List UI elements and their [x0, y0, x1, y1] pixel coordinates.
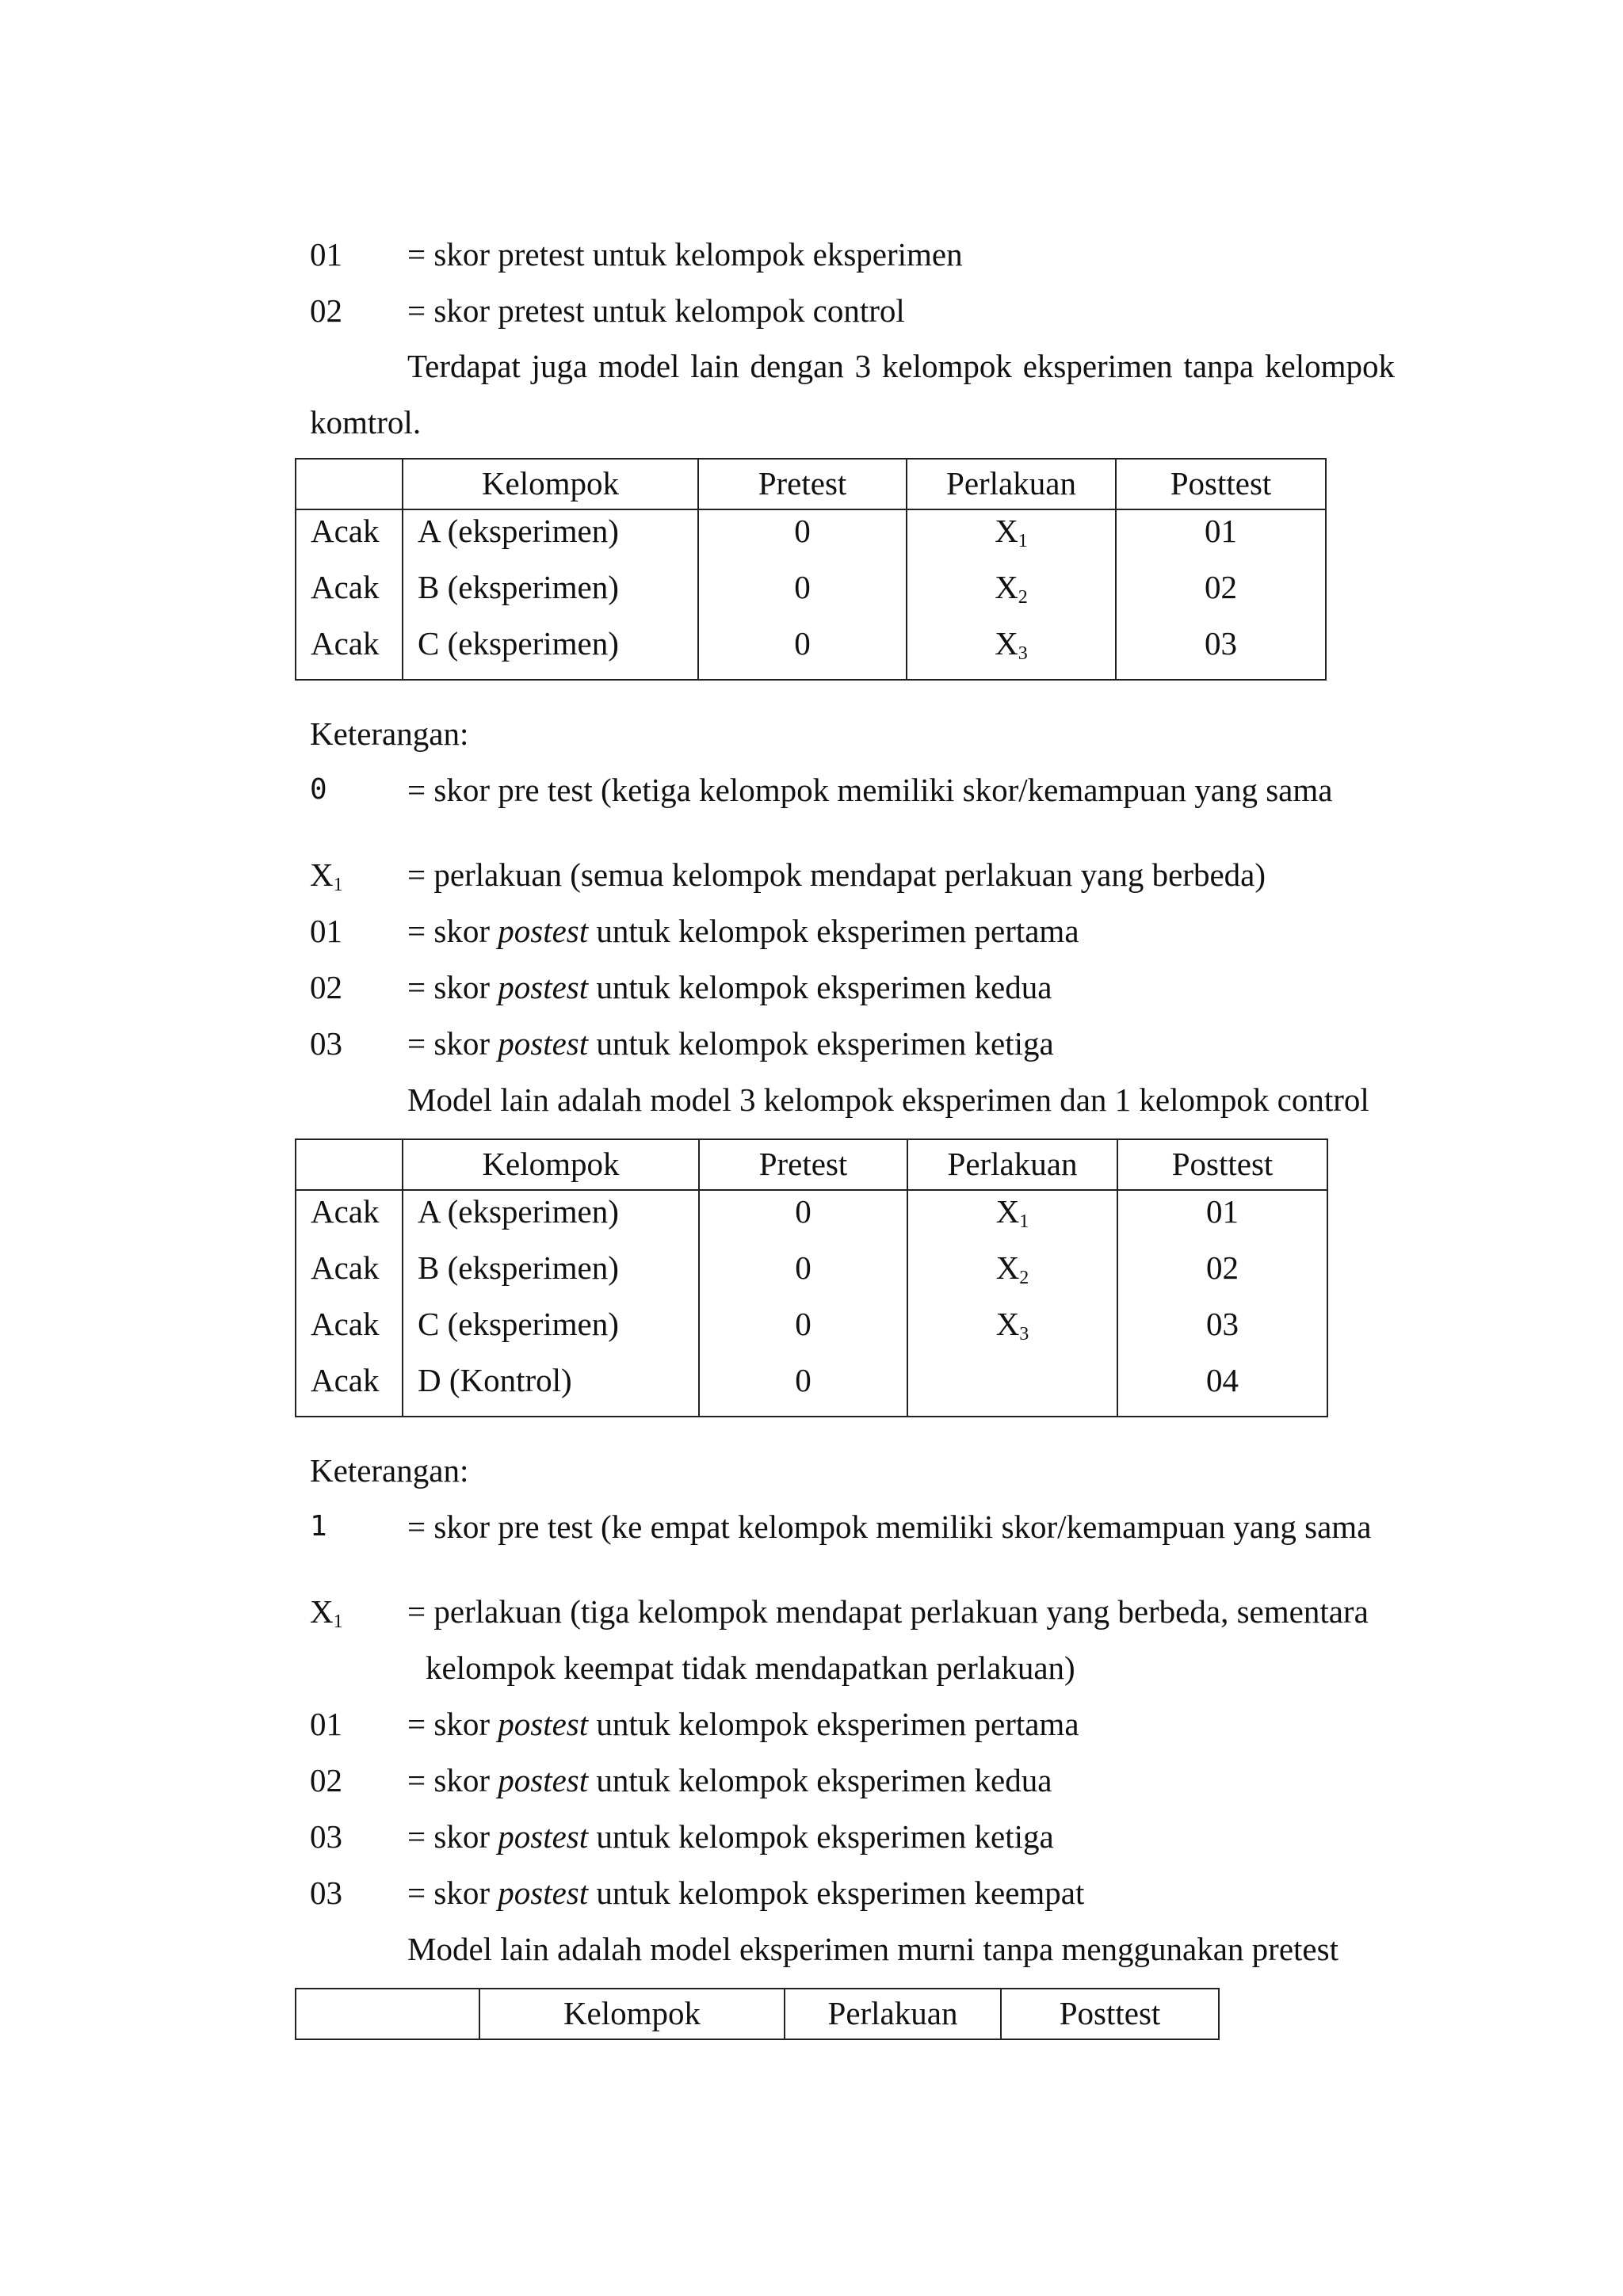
posttest-cell: 04: [1117, 1360, 1327, 1417]
keterangan-item-label: $X_1$: [310, 856, 343, 895]
treatment-subscript: 2: [1019, 1268, 1029, 1288]
paragraph-2-text: Model lain adalah model 3 kelompok eksperimen dan 1 kelompok control: [407, 1081, 1369, 1118]
table-header-kelompok: Kelompok: [479, 1989, 785, 2039]
treatment-symbol: X: [995, 513, 1018, 549]
keterangan-item-label: 01: [310, 913, 342, 949]
posttest-cell: 01: [1116, 509, 1326, 566]
table-header-perlakuan: Perlakuan: [907, 459, 1116, 509]
table-header-row: [296, 1989, 1219, 2039]
group-cell: B (eksperimen): [403, 566, 698, 623]
random-cell: Acak: [296, 623, 403, 680]
group-cell: A (eksperimen): [403, 1190, 699, 1247]
keterangan-item-text: kelompok keempat tidak mendapatkan perlakuan): [426, 1650, 1075, 1686]
pretest-cell: 0: [699, 1360, 907, 1417]
table-header-blank: [296, 459, 403, 509]
keterangan-item-text: = skor pre test (ketiga kelompok memiliki skor/kemampuan yang sama: [407, 772, 1333, 808]
random-cell: Acak: [296, 1360, 403, 1417]
treatment-symbol: X: [995, 1249, 1020, 1286]
table-header-pretest: Pretest: [699, 1139, 907, 1190]
group-cell: D (Kontrol): [403, 1360, 699, 1417]
group-cell: A (eksperimen): [403, 509, 698, 566]
treatment-subscript: 2: [1018, 587, 1028, 608]
treatment-subscript: 1: [1018, 531, 1028, 551]
intro-item-text: = skor pretest untuk kelompok control: [407, 292, 905, 329]
intro-item-label: 01: [310, 236, 342, 273]
treatment-symbol: X: [995, 569, 1018, 605]
pretest-cell: 0: [698, 566, 907, 623]
keterangan-item-text: = skor postest untuk kelompok eksperimen kedua: [407, 969, 1052, 1005]
keterangan-item-text: = skor postest untuk kelompok eksperimen ketiga: [407, 1818, 1054, 1855]
keterangan-item-label: 02: [310, 969, 342, 1005]
table-row: [296, 1303, 1327, 1360]
table-row: [296, 1360, 1327, 1417]
table-header-blank: [296, 1139, 403, 1190]
keterangan-title-text: Keterangan:: [310, 1452, 469, 1489]
treatment-symbol: X: [995, 1306, 1020, 1342]
keterangan-item-text: = skor postest untuk kelompok eksperimen kedua: [407, 1762, 1052, 1798]
table-header-row: [296, 459, 1326, 509]
table-header-posttest: Posttest: [1117, 1139, 1327, 1190]
table-row: [296, 1247, 1327, 1303]
keterangan-item-text: = skor postest untuk kelompok eksperimen pertama: [407, 913, 1079, 949]
table-header-row: [296, 1139, 1327, 1190]
treatment-subscript: 3: [1019, 1324, 1029, 1344]
pretest-cell: 0: [698, 623, 907, 680]
pretest-cell: 0: [699, 1190, 907, 1247]
table-header-blank: [296, 1989, 479, 2039]
table-row: [296, 1190, 1327, 1247]
table-header-posttest: Posttest: [1001, 1989, 1219, 2039]
pretest-cell: 0: [699, 1247, 907, 1303]
table-1: [295, 458, 1327, 681]
pretest-cell: 0: [699, 1303, 907, 1360]
keterangan-item-label: 02: [310, 1762, 342, 1798]
posttest-cell: 02: [1117, 1247, 1327, 1303]
group-cell: C (eksperimen): [403, 623, 698, 680]
keterangan-item-label: $X_1$: [310, 1593, 343, 1632]
keterangan-item-label: 03: [310, 1875, 342, 1911]
table-row: [296, 623, 1326, 680]
posttest-cell: 01: [1117, 1190, 1327, 1247]
table-header-kelompok: Kelompok: [403, 1139, 699, 1190]
treatment-cell: [907, 1247, 1117, 1303]
treatment-cell: [907, 566, 1116, 623]
keterangan-item-label: 03: [310, 1818, 342, 1855]
keterangan-item-label: 01: [310, 1706, 342, 1742]
intro-item-label: 02: [310, 292, 342, 329]
table-header-perlakuan: Perlakuan: [785, 1989, 1001, 2039]
treatment-subscript: 3: [1018, 643, 1028, 664]
keterangan-item-text: = perlakuan (tiga kelompok mendapat perlakuan yang berbeda, sementara: [407, 1593, 1369, 1630]
paragraph-1: [310, 338, 1395, 451]
keterangan-title-text: Keterangan:: [310, 715, 469, 752]
treatment-symbol: X: [995, 625, 1018, 662]
table-header-perlakuan: Perlakuan: [907, 1139, 1117, 1190]
treatment-symbol: X: [995, 1193, 1020, 1230]
random-cell: Acak: [296, 1190, 403, 1247]
keterangan-item-text: = perlakuan (semua kelompok mendapat perlakuan yang berbeda): [407, 856, 1266, 893]
table-row: [296, 509, 1326, 566]
pretest-cell: 0: [698, 509, 907, 566]
table-row: [296, 566, 1326, 623]
keterangan-item-label: 03: [310, 1025, 342, 1062]
table-2: [295, 1138, 1328, 1417]
treatment-cell: [907, 1303, 1117, 1360]
keterangan-item-text: = skor postest untuk kelompok eksperimen pertama: [407, 1706, 1079, 1742]
treatment-cell: [907, 1360, 1117, 1417]
treatment-cell: [907, 623, 1116, 680]
table-3: [295, 1988, 1220, 2040]
posttest-cell: 03: [1116, 623, 1326, 680]
keterangan-item-text: = skor pre test (ke empat kelompok memiliki skor/kemampuan yang sama: [407, 1508, 1372, 1545]
table-header-pretest: Pretest: [698, 459, 907, 509]
paragraph-3-text: Model lain adalah model eksperimen murni tanpa menggunakan pretest: [407, 1931, 1338, 1967]
group-cell: C (eksperimen): [403, 1303, 699, 1360]
treatment-subscript: 1: [1019, 1211, 1029, 1232]
keterangan-item-label: 1: [310, 1510, 327, 1543]
random-cell: Acak: [296, 509, 403, 566]
paragraph-1-text: Terdapat juga model lain dengan 3 kelompok eksperimen tanpa kelompok komtrol.: [310, 348, 1395, 441]
intro-item-text: = skor pretest untuk kelompok eksperimen: [407, 236, 963, 273]
random-cell: Acak: [296, 1247, 403, 1303]
random-cell: Acak: [296, 566, 403, 623]
table-header-posttest: Posttest: [1116, 459, 1326, 509]
group-cell: B (eksperimen): [403, 1247, 699, 1303]
keterangan-item-text: = skor postest untuk kelompok eksperimen keempat: [407, 1875, 1085, 1911]
table-header-kelompok: Kelompok: [403, 459, 698, 509]
posttest-cell: 02: [1116, 566, 1326, 623]
treatment-cell: [907, 509, 1116, 566]
keterangan-item-label: 0: [310, 773, 327, 806]
posttest-cell: 03: [1117, 1303, 1327, 1360]
treatment-cell: [907, 1190, 1117, 1247]
keterangan-item-text: = skor postest untuk kelompok eksperimen ketiga: [407, 1025, 1054, 1062]
random-cell: Acak: [296, 1303, 403, 1360]
